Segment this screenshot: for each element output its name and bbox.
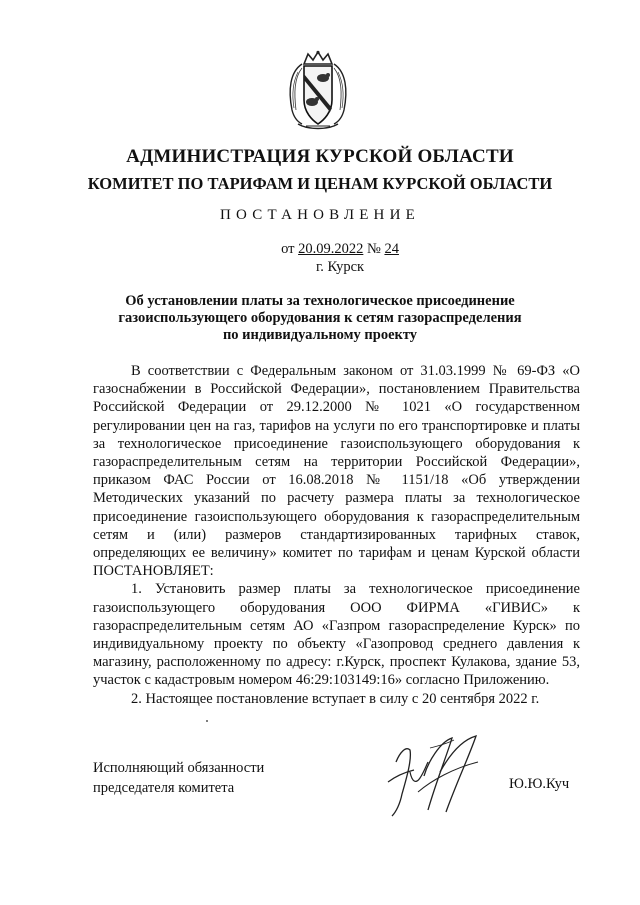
position-line-2: председателя комитета (93, 780, 235, 796)
signatory-name: Ю.Ю.Куч (509, 776, 570, 792)
city-line: г. Курск (315, 259, 365, 275)
preamble-paragraph: В соответствии с Федеральным законом от 31.03.1999 № 69-ФЗ «О газоснабжении в Российской Федерации», постановлением Правительства Российской Федерации от 29.12.2000 № 1021 «О государственном регулировании цен на газ, тарифов на услуги по его транспортировке и платы за технологическое присоединение газоиспользующего оборудования к газораспределительным сетям на территории Российской Федерации», приказом ФАС России от 16.08.2018 № 1151/18 «Об утверждении Методических указаний по расчету размера платы за технологическое присоединение газоиспользующего оборудования к газораспределительным сетям и (или) размеров стандартизированных тарифных ставок, определяющих ее величину» комитет по тарифам и ценам Курской области ПОСТАНОВЛЯЕТ: (93, 363, 580, 580)
coat-of-arms-emblem (284, 50, 352, 132)
position-line-1: Исполняющий обязанности (93, 760, 265, 776)
decree-date: 20.09.2022 (298, 241, 364, 257)
clause-1-paragraph: 1. Установить размер платы за технологическое присоединение газоиспользующего оборудования ООО ФИРМА «ГИВИС» к газораспределительным сетям АО «Газпром газораспределение Курск» по индивидуальному проекту по объекту «Газопровод среднего давления к магазину, расположенному по адресу: г.Курск, проспект Кулакова, здание 53, участок с кадастровым номером 46:29:103149:16» согласно Приложению. (93, 581, 580, 689)
clause-2-paragraph: 2. Настоящее постановление вступает в силу с 20 сентября 2022 г. (131, 690, 540, 707)
handwritten-signature (366, 732, 496, 822)
document-body (93, 362, 580, 708)
signatory-position (93, 758, 264, 798)
date-prefix: от (281, 241, 299, 257)
decree-number: 24 (384, 241, 399, 257)
number-prefix: № (363, 241, 385, 257)
committee-heading: КОМИТЕТ ПО ТАРИФАМ И ЦЕНАМ КУРСКОЙ ОБЛАСТИ (87, 174, 553, 193)
stray-mark (206, 720, 208, 722)
document-type-heading: ПОСТАНОВЛЕНИЕ (220, 207, 420, 223)
document-title: Об установлении платы за технологическое присоединение газоиспользующего оборудования к сетям газораспределения по индивидуальному проекту (118, 293, 522, 343)
date-number-line (0, 241, 640, 258)
administration-heading: АДМИНИСТРАЦИЯ КУРСКОЙ ОБЛАСТИ (126, 146, 514, 167)
